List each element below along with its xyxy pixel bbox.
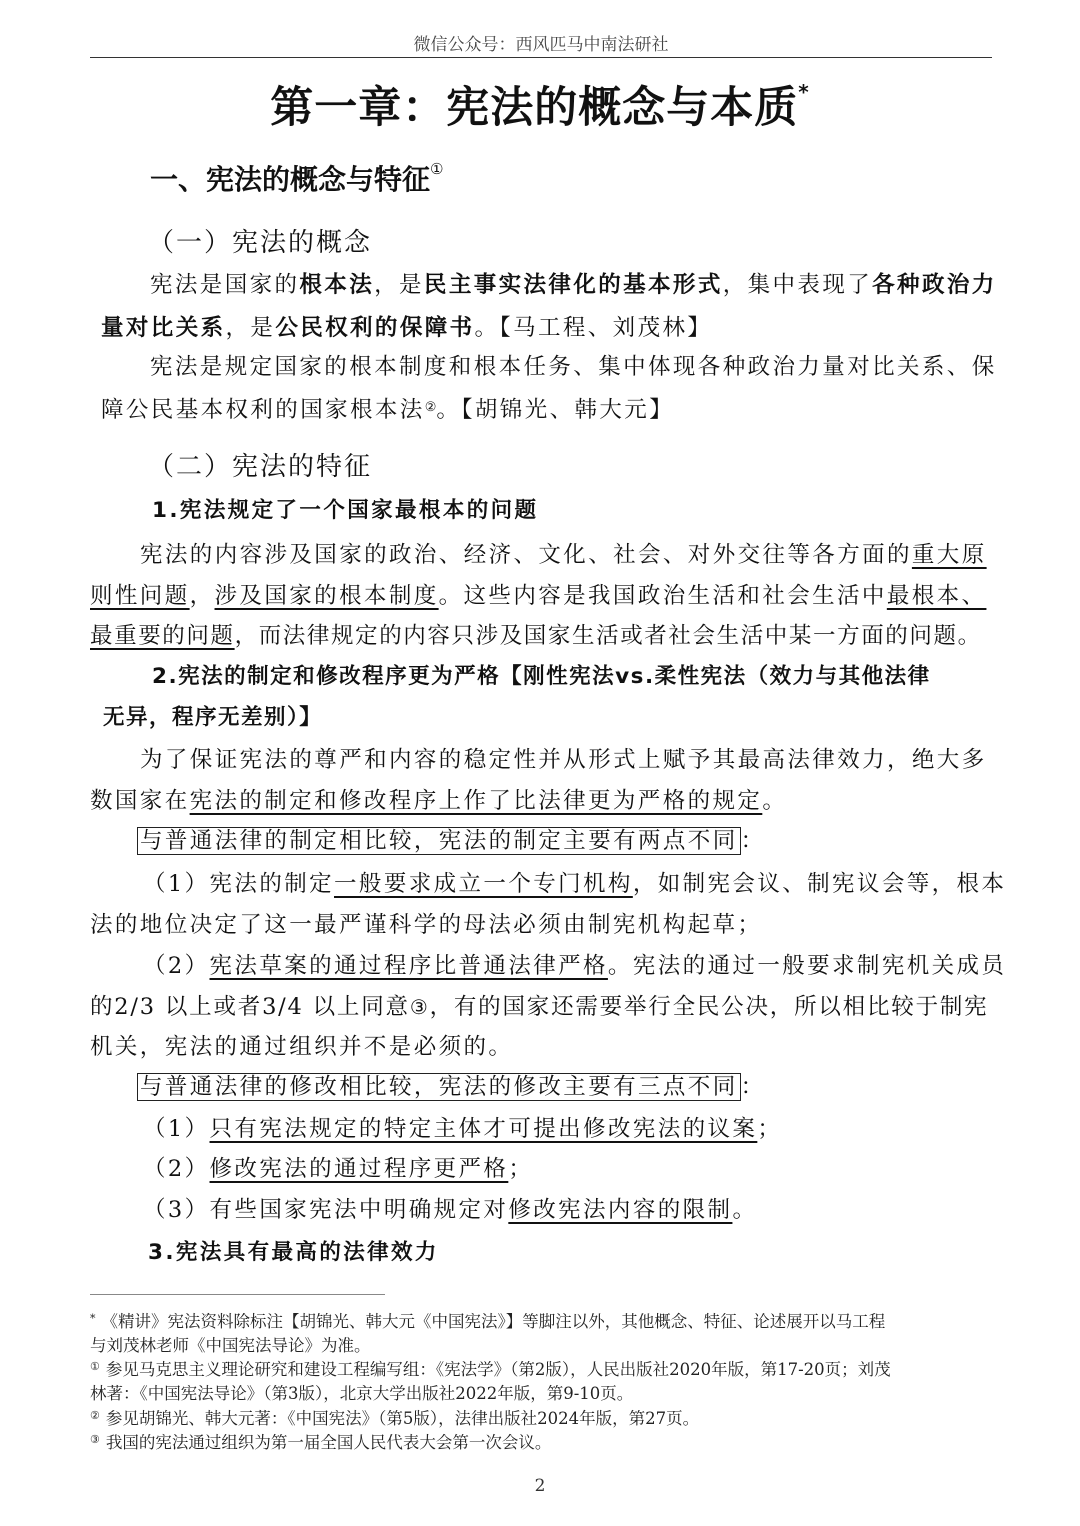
footnote-mark: *: [90, 1312, 96, 1325]
bold-span: 量对比关系: [101, 315, 226, 341]
text-span: （2）: [143, 953, 210, 979]
footnote-text: 参见马克思主义理论研究和建设工程编写组：《宪法学》（第2版），人民出版社2020年版，第17-20页；刘茂: [105, 1360, 891, 1379]
underlined-span: 涉及国家的根本制度: [214, 583, 439, 609]
enactment-item2-line2: [90, 990, 1000, 1024]
text-span: 的2/3 以上或者3/4 以上同意: [90, 994, 410, 1020]
concept-para1-line1: [150, 268, 1000, 302]
underlined-span: 则性问题: [90, 583, 190, 609]
text-span: 。这些内容是我国政治生活和社会生活中: [438, 583, 887, 609]
underlined-span: 重大原: [911, 542, 987, 568]
footnote-mark: ②: [90, 1409, 100, 1422]
feature1-para-line3: [90, 619, 1000, 653]
page-number: 2: [534, 1476, 546, 1496]
footnote-text: 《精讲》宪法资料除标注【胡锦光、韩大元《中国宪法》】等脚注以外，其他概念、特征、论述展开以马工程: [101, 1312, 886, 1331]
text-span: （1）宪法的制定: [143, 871, 335, 897]
text-span: ，集中表现了: [722, 272, 873, 298]
text-span: 障公民基本权利的国家根本法: [101, 397, 425, 423]
chapter-footnote-mark: *: [798, 80, 810, 104]
bold-span: 公民权利的保障书: [275, 315, 475, 341]
footnote-2-line1: [90, 1358, 995, 1382]
enactment-item2-line3: 机关，宪法的通过组织并不是必须的。: [90, 1034, 514, 1060]
text-span: （3）有些国家宪法中明确规定对: [143, 1197, 509, 1223]
amendment-box-line: [137, 1070, 1047, 1104]
underlined-span: 修改宪法的通过程序更严格: [209, 1156, 509, 1182]
footnote-3: [90, 1407, 995, 1431]
enactment-item2-line1: [143, 949, 1007, 983]
underlined-span: 修改宪法内容的限制: [508, 1197, 733, 1223]
enactment-item1-line2: 法的地位决定了这一最严谨科学的母法必须由制宪机构起草；: [90, 912, 763, 938]
section-footnote-mark: ①: [430, 160, 444, 178]
text-span: ，有的国家还需要举行全民公决，所以相比较于制宪: [429, 994, 989, 1020]
footnote-mark: ②: [424, 400, 437, 415]
underlined-span: 最重要的问题: [90, 623, 235, 649]
footnote-text: 我国的宪法通过组织为第一届全国人民代表大会第一次会议。: [105, 1433, 552, 1452]
text-span: 宪法是国家的: [150, 272, 300, 298]
amendment-item2: [143, 1152, 998, 1186]
text-span: 数国家在: [90, 788, 190, 814]
footnote-1-line1: [90, 1310, 995, 1334]
text-span: ；: [757, 1116, 783, 1142]
underlined-span: 只有宪法规定的特定主体才可提出修改宪法的议案: [209, 1116, 758, 1142]
bold-span: 根本法: [299, 272, 375, 298]
feature-heading-1: 1.宪法规定了一个国家最根本的问题: [152, 498, 539, 523]
page-header: 微信公众号：西风匹马中南法研社: [413, 35, 669, 55]
boxed-heading-enactment: 与普通法律的制定相比较，宪法的制定主要有两点不同: [137, 827, 741, 855]
text-span: ，是: [225, 315, 276, 341]
feature-heading-2-line2: 无异，程序无差别）】: [103, 705, 323, 730]
header-rule: [90, 57, 992, 58]
concept-para2-line2: [101, 393, 1011, 427]
enactment-box-line: [137, 824, 1047, 858]
text-span: 。宪法的通过一般要求制宪机关成员: [607, 953, 1007, 979]
underlined-span: 一般要求成立一个专门机构: [334, 871, 633, 897]
chapter-title-text: 第一章：宪法的概念与本质: [270, 83, 799, 133]
underlined-span: 宪法草案的通过程序比普通法律严格: [209, 953, 608, 979]
concept-para1-line2: [101, 311, 1011, 345]
feature1-para-line1: [140, 538, 1000, 572]
footnote-mark: ③: [409, 995, 430, 1019]
text-span: 。【马工程、刘茂林】: [474, 315, 713, 341]
text-span: 。: [762, 788, 788, 814]
bold-span: 各种政治力: [872, 272, 997, 298]
boxed-heading-amendment: 与普通法律的修改相比较，宪法的修改主要有三点不同: [137, 1073, 741, 1101]
feature1-para-line2: [90, 579, 1000, 613]
text-span: （2）: [143, 1156, 210, 1182]
text-span: ：: [740, 1074, 766, 1100]
feature-heading-3: 3.宪法具有最高的法律效力: [148, 1240, 439, 1265]
subsection-features-title: （二）宪法的特征: [148, 452, 373, 482]
footnote-mark: ③: [90, 1433, 100, 1446]
concept-para2-line1: 宪法是规定国家的根本制度和根本任务、集中体现各种政治力量对比关系、保: [150, 354, 997, 380]
text-span: 。: [732, 1197, 758, 1223]
footnote-rule: [90, 1294, 385, 1295]
amendment-item1: [143, 1112, 998, 1146]
footnote-4: [90, 1431, 995, 1455]
text-span: ，而法律规定的内容只涉及国家生活或者社会生活中某一方面的问题。: [234, 623, 982, 649]
text-span: （1）: [143, 1116, 210, 1142]
feature-heading-2-line1: 2.宪法的制定和修改程序更为严格【刚性宪法vs.柔性宪法（效力与其他法律: [152, 664, 931, 689]
section-title-text: 一、宪法的概念与特征: [150, 163, 431, 196]
subsection-concept-title: （一）宪法的概念: [148, 228, 373, 258]
amendment-item3: [143, 1193, 998, 1227]
underlined-span: 宪法的制定和修改程序上作了比法律更为严格的规定: [189, 788, 763, 814]
text-span: 宪法的内容涉及国家的政治、经济、文化、社会、对外交往等各方面的: [140, 542, 912, 568]
chapter-title: [0, 74, 1080, 135]
footnote-mark: ①: [90, 1360, 100, 1373]
text-span: ：: [740, 828, 766, 854]
footnote-2-line2: 林著：《中国宪法导论》（第3版），北京大学出版社2022年版，第9-10页。: [90, 1384, 634, 1403]
footnote-1-line2: 与刘茂林老师《中国宪法导论》为准。: [90, 1336, 371, 1355]
feature2-para-line2: [90, 784, 1000, 818]
feature2-para-line1: 为了保证宪法的尊严和内容的稳定性并从形式上赋予其最高法律效力，绝大多: [140, 747, 987, 773]
text-span: ，是: [374, 272, 424, 298]
underlined-span: 最根本、: [886, 583, 987, 609]
section-title: [150, 158, 443, 198]
text-span: ；: [508, 1156, 534, 1182]
text-span: ，如制宪会议、制宪议会等，根本: [632, 871, 1007, 897]
bold-span: 民主事实法律化的基本形式: [423, 272, 723, 298]
text-span: ，: [189, 583, 215, 609]
enactment-item1-line1: [143, 867, 1007, 901]
text-span: 。【胡锦光、韩大元】: [436, 397, 675, 423]
footnote-text: 参见胡锦光、韩大元著：《中国宪法》（第5版），法律出版社2024年版，第27页。: [105, 1409, 700, 1428]
